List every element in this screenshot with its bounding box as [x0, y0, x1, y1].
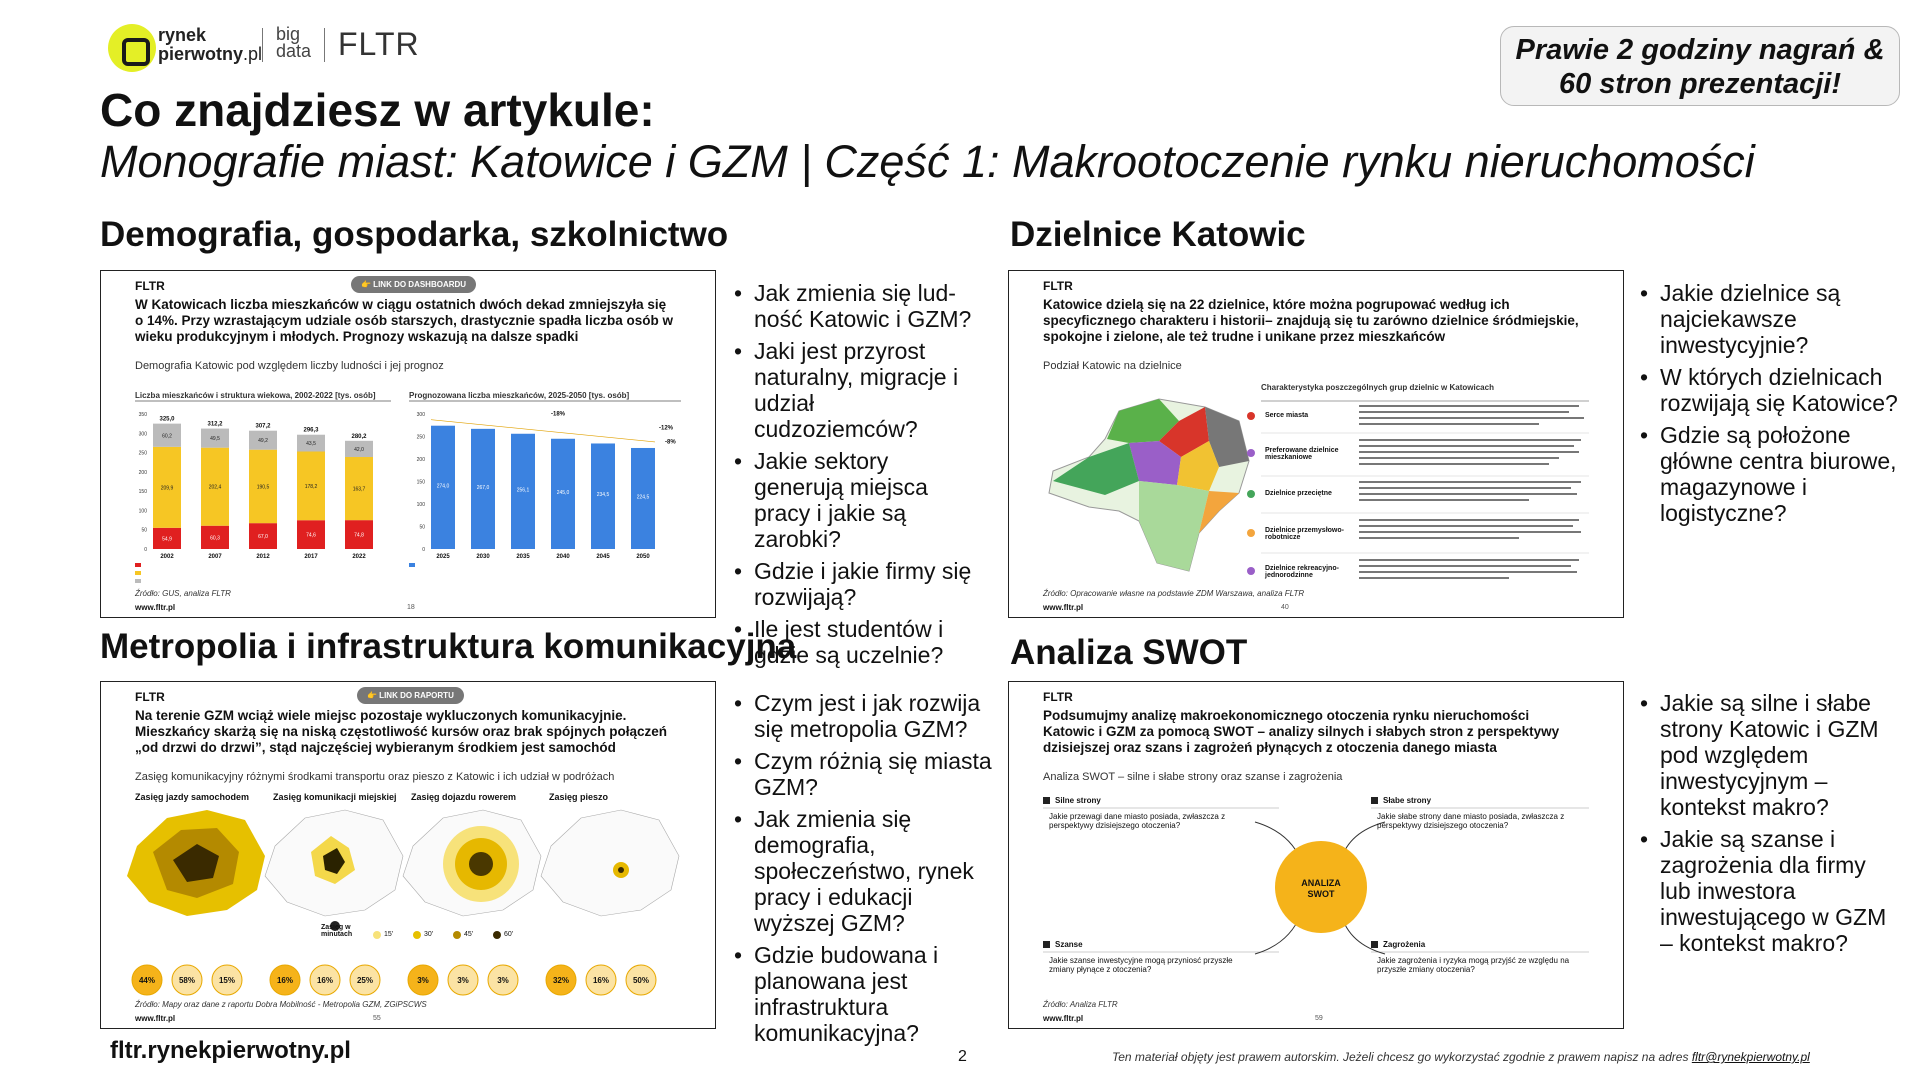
bar-total-label: 325,0 — [159, 416, 175, 423]
y-tick-label: 350 — [138, 412, 147, 418]
share-value: 3% — [457, 976, 469, 985]
trend-line — [431, 420, 655, 442]
swot-weak-label: Słabe strony — [1383, 796, 1432, 805]
slide-brand: FLTR — [135, 279, 165, 293]
annotation-label: -8% — [665, 439, 676, 446]
x-tick-label: 2002 — [160, 554, 174, 560]
swot-strong-text: Jakie przewagi dane miasto posiada, zwłaszcza z perspektywy dzisiejszego otoczenia? — [1049, 812, 1226, 830]
map-label-walk: Zasięg pieszo — [549, 792, 609, 802]
swot-strong-label: Silne strony — [1055, 796, 1101, 805]
forecast-bar-label: 267,0 — [476, 484, 490, 491]
district-group-label: Serce miasta — [1265, 412, 1309, 419]
bar-segment-label: 49,5 — [210, 436, 220, 443]
swot-opportunities-text: Jakie szanse inwestycyjne mogą przyniosć przyszłe zmiany płynące z otoczenia? — [1049, 956, 1233, 974]
bar-segment-label: 42,0 — [354, 446, 364, 453]
bar-total-label: 312,2 — [207, 421, 223, 428]
slide-subtitle: Zasięg komunikacyjny różnymi środkami transportu oraz pieszo z Katowic i ich udział w podróżach — [135, 771, 615, 783]
district-group-label: Dzielnice rekreacyjno-jednorodzinne — [1265, 565, 1339, 579]
chart-right-title: Prognozowana liczba mieszkańców, 2025-2050 [tys. osób] — [409, 391, 630, 400]
annotation-label: -18% — [551, 411, 566, 418]
question-item: • Jak zmienia się lud-ność Katowic i GZM? — [734, 280, 984, 332]
y-tick-label: 50 — [141, 527, 147, 534]
slide-brand: FLTR — [1043, 279, 1073, 293]
legend-swatch — [135, 571, 141, 575]
question-item: • Jakie są szanse i zagrożenia dla firmy lub inwestora inwestującego w GZM – kontekst makro? — [1640, 826, 1902, 956]
swot-threats-text: Jakie zagrożenia i ryzyka mogą przyjść ze względu na przyszłe zmiany otoczenia? — [1377, 956, 1570, 974]
questions-dzielnice — [1640, 280, 1910, 532]
logo-icon — [108, 24, 156, 72]
slide-source: Źródło: Analiza FLTR — [1043, 1000, 1118, 1009]
bar-segment-label: 60,2 — [162, 433, 172, 440]
bar-segment-label: 43,5 — [306, 441, 316, 448]
share-value: 16% — [316, 976, 334, 985]
slide-subtitle: Podział Katowic na dzielnice — [1043, 360, 1182, 372]
slide-page-number: 18 — [407, 604, 415, 611]
slide-headline: Katowice dzielą się na 22 dzielnice, które można pogrupować według ich specyficznego charakteru i historii– znajdują się tu zarówno dzielnice śródmiejskie, spokojne i zielone, ale też trudne i unikane przez mieszkańców — [1043, 297, 1579, 344]
y-tick-label: 0 — [422, 547, 425, 553]
question-item: • Gdzie i jakie firmy się rozwijają? — [734, 558, 984, 610]
slide-www: www.fltr.pl — [135, 1014, 176, 1023]
question-item: • W których dzielnicach rozwijają się Katowice? — [1640, 364, 1910, 416]
slide-subtitle: Analiza SWOT – silne i słabe strony oraz szanse i zagrożenia — [1043, 771, 1343, 783]
slide-www: www.fltr.pl — [1043, 603, 1084, 612]
slide-thumbnail-swot[interactable] — [1008, 681, 1624, 1029]
swot-weak-text: Jakie słabe strony dane miasto posiada, zwłaszcza z perspektywy dzisiejszego otoczenia? — [1377, 812, 1565, 830]
slide-page-number: 55 — [373, 1015, 381, 1022]
districts-table-title: Charakterystyka poszczególnych grup dzielnic w Katowicach — [1261, 383, 1494, 392]
question-item: • Jaki jest przyrost naturalny, migracje i udział cudzoziemców? — [734, 338, 984, 442]
slide-subtitle: Demografia Katowic pod względem liczby ludności i jej prognoz — [135, 360, 444, 372]
legend-value: 15' — [384, 931, 394, 938]
question-item: • Gdzie budowana i planowana jest infrastruktura komunikacyjna? — [734, 942, 996, 1046]
report-link-button[interactable]: 👉 LINK DO RAPORTU — [357, 687, 464, 704]
annotation-label: -12% — [659, 425, 674, 432]
y-tick-label: 250 — [138, 450, 147, 457]
slide-source: Źródło: GUS, analiza FLTR — [135, 589, 231, 598]
chart-left-title: Liczba mieszkańców i struktura wiekowa, 2002-2022 [tys. osób] — [135, 391, 376, 400]
legend-value: 30' — [424, 931, 434, 938]
district-group-label: Dzielnice przeciętne — [1265, 490, 1332, 497]
bar-segment-label: 74,6 — [306, 532, 316, 539]
swot-diagram — [1009, 682, 1624, 1029]
logo-bigdata — [276, 26, 311, 60]
share-value: 25% — [356, 976, 374, 985]
y-tick-label: 250 — [416, 434, 425, 441]
bar-segment-label: 49,2 — [258, 438, 268, 445]
x-tick-label: 2012 — [256, 554, 270, 560]
x-tick-label: 2030 — [476, 554, 490, 560]
question-item: • Jak zmienia się demografia, społeczeństwo, rynek pracy i edukacji wyższej GZM? — [734, 806, 996, 936]
question-item: • Jakie dzielnice są najciekawsze inwestycyjnie? — [1640, 280, 1910, 358]
forecast-bar-label: 274,0 — [436, 483, 450, 490]
badge-line2: 60 stron prezentacji! — [1558, 68, 1842, 100]
chart-right-bars — [417, 412, 677, 560]
y-tick-label: 150 — [416, 479, 425, 486]
x-tick-label: 2045 — [596, 554, 610, 560]
logo-suffix: .pl — [243, 44, 263, 64]
slide-www: www.fltr.pl — [1043, 1014, 1084, 1023]
forecast-bar-label: 256,1 — [516, 487, 530, 494]
slide-brand: FLTR — [1043, 690, 1073, 704]
legend-value: 45' — [464, 931, 474, 938]
chart-left-bars — [139, 412, 373, 560]
y-tick-label: 100 — [138, 508, 147, 515]
swot-threats-label: Zagrożenia — [1383, 940, 1426, 949]
x-tick-label: 2050 — [636, 554, 650, 560]
x-tick-label: 2025 — [436, 554, 450, 560]
slide-headline: Podsumujmy analizę makroekonomicznego otoczenia rynku nieruchomości Katowic i GZM za pomocą SWOT – analizy silnych i słabych stron z perspektywy dzisiejszej oraz szans i zagrożeń płynących z otoczenia danego miasta — [1043, 708, 1560, 755]
forecast-bar-label: 234,5 — [596, 492, 610, 499]
bigdata-line1: big — [276, 24, 301, 44]
question-item: • Czym różnią się miasta GZM? — [734, 748, 996, 800]
section-title-metropolia: Metropolia i infrastruktura komunikacyjna — [100, 627, 797, 666]
forecast-bar-label: 224,5 — [636, 494, 650, 501]
logo-line1: rynek — [158, 25, 207, 45]
page-subtitle: Monografie miast: Katowice i GZM | Część 1: Makrootoczenie rynku nieruchomości — [100, 136, 1755, 187]
bar-segment-label: 163,7 — [352, 486, 366, 493]
share-value: 3% — [417, 976, 429, 985]
copyright-notice — [1112, 1050, 1810, 1064]
questions-metropolia — [734, 690, 996, 1052]
map-label-bike: Zasięg dojazdu rowerem — [411, 792, 517, 802]
question-item: • Jakie są silne i słabe strony Katowic i GZM pod względem inwestycyjnym – kontekst makro? — [1640, 690, 1902, 820]
questions-demografia — [734, 280, 984, 674]
question-item: • Gdzie są położone główne centra biurowe, magazynowe i logistyczne? — [1640, 422, 1910, 526]
question-item: • Czym jest i jak rozwija się metropolia GZM? — [734, 690, 996, 742]
share-value: 15% — [218, 976, 236, 985]
logo-rynekpierwotny — [158, 26, 262, 64]
share-value: 16% — [276, 976, 294, 985]
bar-segment-label: 178,2 — [304, 483, 318, 490]
y-tick-label: 0 — [144, 547, 147, 553]
bar-total-label: 307,2 — [255, 423, 271, 430]
legend-swatch — [409, 563, 415, 567]
legend-value: 60' — [504, 931, 514, 938]
bar-total-label: 280,2 — [351, 433, 367, 440]
copyright-email-link[interactable]: fltr@rynekpierwotny.pl — [1691, 1050, 1810, 1064]
y-tick-label: 150 — [138, 489, 147, 496]
x-tick-label: 2035 — [516, 554, 530, 560]
y-tick-label: 100 — [416, 502, 425, 508]
swot-center-label: ANALIZA SWOT — [1301, 878, 1341, 899]
slide-thumbnail-dzielnice[interactable] — [1008, 270, 1624, 618]
bar-segment-label: 67,0 — [258, 534, 268, 541]
share-circles — [132, 965, 656, 995]
slide-source: Źródło: Opracowanie własne na podstawie ZDM Warszawa, analiza FLTR — [1043, 589, 1305, 598]
share-value: 50% — [632, 976, 650, 985]
logo-divider — [262, 28, 263, 62]
district-group-label: Preferowane dzielnice mieszkaniowe — [1265, 447, 1339, 461]
bar-segment-label: 54,9 — [162, 536, 172, 543]
bar-segment-label: 209,9 — [160, 485, 174, 492]
slide-headline: W Katowicach liczba mieszkańców w ciągu ostatnich dwóch dekad zmniejszyła się o 14%. Przy wzrastającym udziale osób starszych, drastycznie spadła liczba osób w wieku produkcyjnym i młodych. Prognozy wskazują na dalsze spadki — [135, 297, 673, 344]
slide-www: www.fltr.pl — [135, 603, 176, 612]
bigdata-line2: data — [276, 41, 312, 61]
slide-source: Źródło: Mapy oraz dane z raportu Dobra Mobilność - Metropolia GZM, ZGiPSCWS — [135, 1000, 427, 1009]
y-tick-label: 200 — [416, 457, 425, 463]
badge-line1: Prawie 2 godziny nagrań & — [1515, 34, 1885, 66]
y-tick-label: 300 — [138, 431, 147, 438]
logo-fltr: FLTR — [338, 26, 420, 62]
forecast-bar-label: 245,0 — [556, 489, 570, 496]
bar-segment-label: 190,5 — [256, 484, 270, 491]
section-title-swot: Analiza SWOT — [1010, 633, 1248, 672]
demografia-charts — [101, 271, 716, 618]
slide-thumbnail-demografia[interactable] — [100, 270, 716, 618]
y-tick-label: 300 — [416, 412, 425, 418]
legend-swatch — [135, 579, 141, 583]
district-group-label: Dzielnice przemysłowo-robotnicze — [1265, 527, 1344, 541]
copyright-text: Ten materiał objęty jest prawem autorskim. Jeżeli chcesz go wykorzystać zgodnie z prawem napisz na adres — [1112, 1050, 1692, 1064]
map-label-transit: Zasięg komunikacji miejskiej — [273, 792, 397, 802]
slide-brand: FLTR — [135, 690, 165, 704]
section-title-dzielnice: Dzielnice Katowic — [1010, 215, 1306, 254]
x-tick-label: 2017 — [304, 554, 318, 560]
bar-segment-label: 202,4 — [208, 484, 222, 491]
dashboard-link-button[interactable]: 👉 LINK DO DASHBOARDU — [351, 276, 476, 293]
slide-headline: Na terenie GZM wciąż wiele miejsc pozostaje wykluczonych komunikacyjnie. Mieszkańcy skarżą się na niską częstotliwość kursów oraz brak spójnych połączeń „od drzwi do drzwi”, stąd najczęściej wybieranym środkiem jest samochód — [135, 708, 667, 755]
legend-swatch — [135, 563, 141, 567]
x-tick-label: 2040 — [556, 554, 570, 560]
y-tick-label: 200 — [138, 469, 147, 476]
page-number: 2 — [958, 1048, 967, 1065]
slide-thumbnail-metropolia[interactable] — [100, 681, 716, 1029]
share-value: 58% — [178, 976, 196, 985]
questions-swot — [1640, 690, 1902, 962]
y-tick-label: 50 — [419, 524, 425, 531]
question-item: • Jakie sektory generują miejsca pracy i jakie są zarobki? — [734, 448, 984, 552]
x-tick-label: 2007 — [208, 554, 222, 560]
map-label-car: Zasięg jazdy samochodem — [135, 792, 250, 802]
slide-page-number: 59 — [1315, 1015, 1323, 1022]
share-value: 44% — [138, 976, 156, 985]
logo-line2: pierwotny — [158, 44, 244, 64]
reach-maps — [101, 682, 716, 1029]
share-value: 3% — [497, 976, 509, 985]
swot-opportunities-label: Szanse — [1055, 940, 1083, 949]
page-title: Co znajdziesz w artykule: — [100, 84, 655, 136]
promo-badge — [1500, 26, 1900, 106]
bar-segment-label: 60,3 — [210, 535, 220, 542]
slide-page-number: 40 — [1281, 604, 1289, 611]
section-title-demografia: Demografia, gospodarka, szkolnictwo — [100, 215, 729, 254]
logo-divider — [324, 28, 325, 62]
question-item: • Ile jest studentów i gdzie są uczelnie? — [734, 616, 984, 668]
legend-label: Zasięg w minutach — [321, 924, 353, 938]
share-value: 16% — [592, 976, 610, 985]
bar-segment-label: 74,8 — [354, 532, 364, 539]
footer-url-link[interactable]: fltr.rynekpierwotny.pl — [110, 1037, 351, 1064]
bar-total-label: 296,3 — [303, 427, 319, 434]
x-tick-label: 2022 — [352, 554, 366, 560]
share-value: 32% — [552, 976, 570, 985]
